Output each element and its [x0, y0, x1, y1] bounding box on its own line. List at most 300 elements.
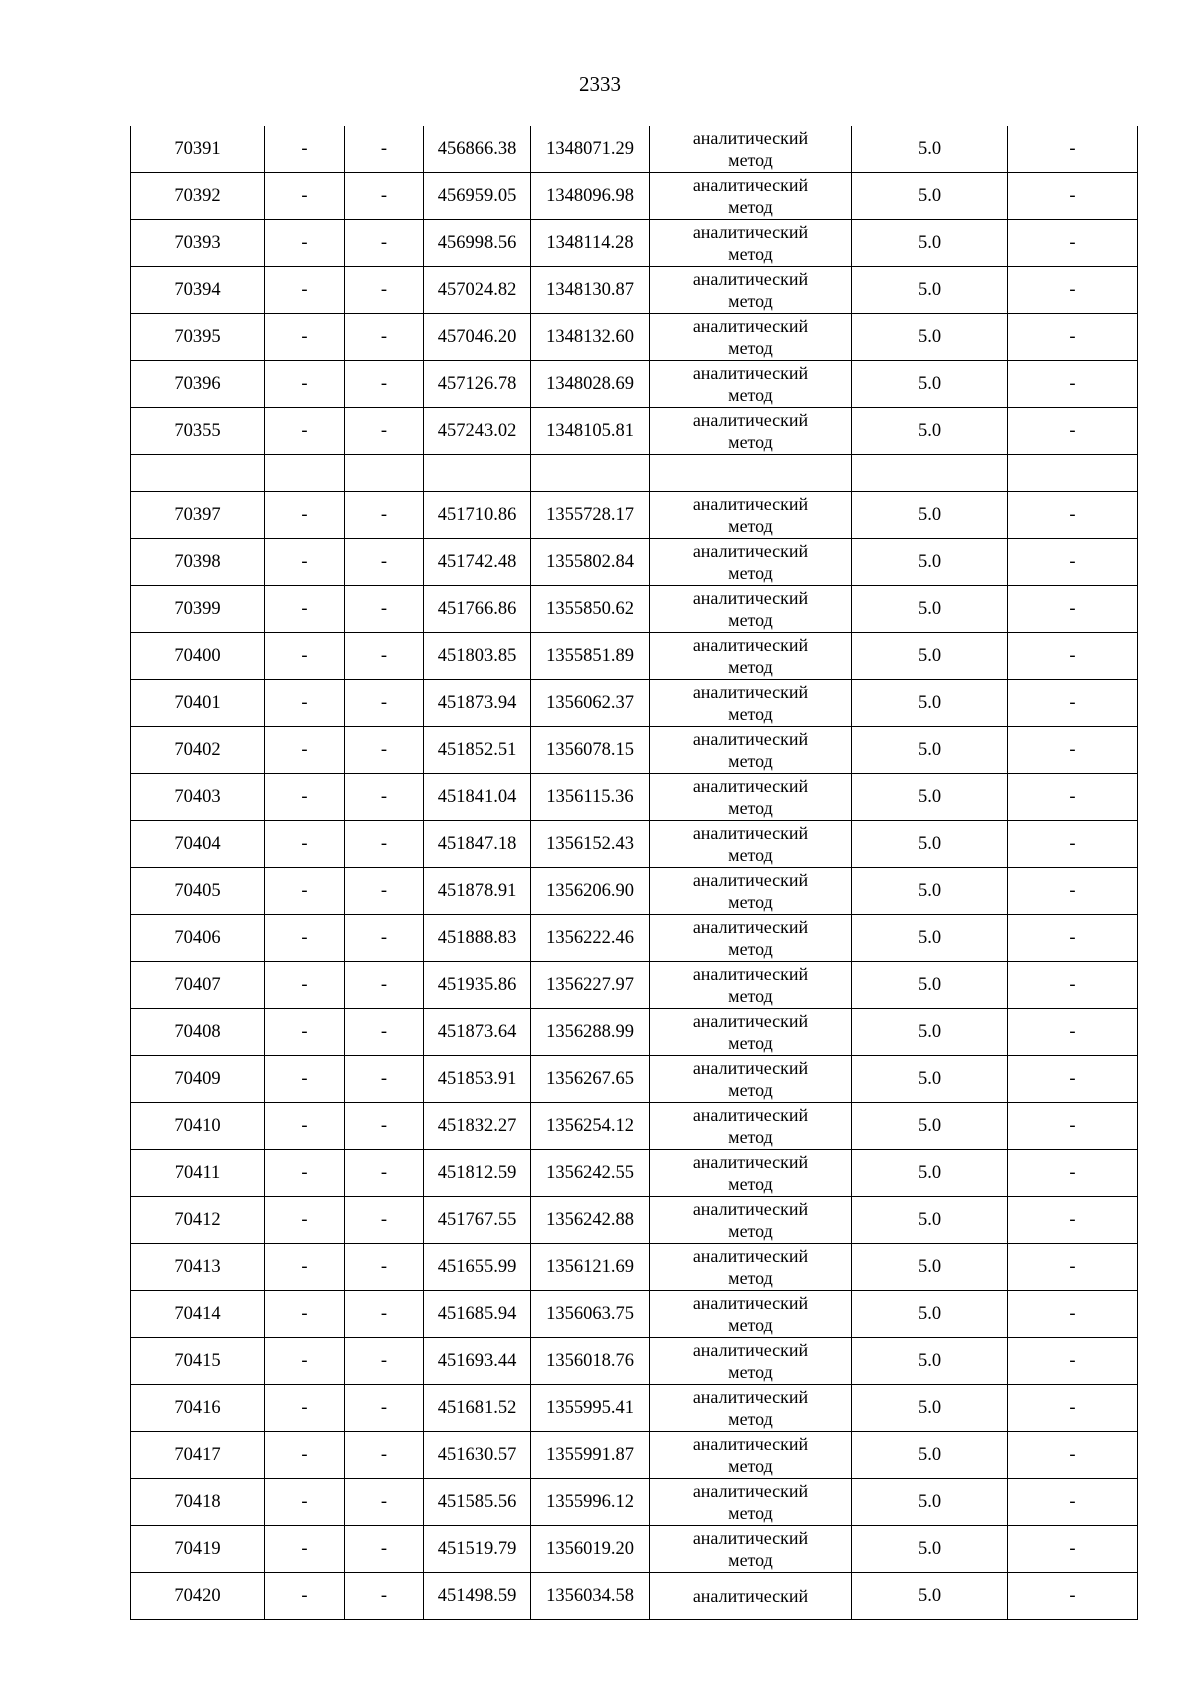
- col2-cell: -: [265, 1197, 345, 1244]
- accuracy-cell: 5.0: [852, 633, 1008, 680]
- table-row: [131, 1056, 1138, 1103]
- note-cell: -: [1008, 915, 1138, 962]
- x-coordinate-cell: 451847.18: [424, 821, 531, 868]
- accuracy-cell: 5.0: [852, 774, 1008, 821]
- col3-cell: -: [345, 1573, 424, 1620]
- accuracy-cell: 5.0: [852, 1056, 1008, 1103]
- col3-cell: -: [345, 774, 424, 821]
- note-cell: -: [1008, 314, 1138, 361]
- x-coordinate-cell: 451519.79: [424, 1526, 531, 1573]
- note-cell: -: [1008, 727, 1138, 774]
- table-row: [131, 1573, 1138, 1620]
- method-line-2: метод: [728, 1315, 773, 1335]
- method-line-1: аналитический: [692, 1293, 809, 1313]
- point-id-cell: 70410: [131, 1103, 265, 1150]
- accuracy-cell: 5.0: [852, 1244, 1008, 1291]
- accuracy-cell: 5.0: [852, 868, 1008, 915]
- method-line-2: метод: [728, 798, 773, 818]
- method-line-2: метод: [728, 1503, 773, 1523]
- point-id-cell: 70405: [131, 868, 265, 915]
- col3-cell: -: [345, 492, 424, 539]
- table-separator-row: [131, 455, 1138, 492]
- method-cell: [650, 774, 852, 821]
- col2-cell: -: [265, 774, 345, 821]
- method-cell: [650, 962, 852, 1009]
- method-line-2: метод: [728, 1127, 773, 1147]
- accuracy-cell: 5.0: [852, 1573, 1008, 1620]
- method-cell: [650, 1150, 852, 1197]
- table-row: [131, 586, 1138, 633]
- method-cell: [650, 1197, 852, 1244]
- x-coordinate-cell: 451681.52: [424, 1385, 531, 1432]
- method-line-1: аналитический: [692, 1152, 809, 1172]
- col3-cell: -: [345, 126, 424, 173]
- x-coordinate-cell: 451585.56: [424, 1479, 531, 1526]
- method-line-2: метод: [728, 1268, 773, 1288]
- method-line-1: аналитический: [692, 917, 809, 937]
- accuracy-cell: 5.0: [852, 1526, 1008, 1573]
- note-cell: -: [1008, 173, 1138, 220]
- col2-cell: -: [265, 173, 345, 220]
- col2-cell: -: [265, 361, 345, 408]
- method-line-1: аналитический: [692, 175, 809, 195]
- accuracy-cell: 5.0: [852, 1150, 1008, 1197]
- method-line-1: аналитический: [692, 588, 809, 608]
- table-row: [131, 1009, 1138, 1056]
- x-coordinate-cell: 451888.83: [424, 915, 531, 962]
- method-line-2: метод: [728, 610, 773, 630]
- note-cell: -: [1008, 361, 1138, 408]
- x-coordinate-cell: 456998.56: [424, 220, 531, 267]
- y-coordinate-cell: 1355851.89: [531, 633, 650, 680]
- y-coordinate-cell: 1348096.98: [531, 173, 650, 220]
- method-line-1: аналитический: [692, 870, 809, 890]
- empty-cell: [424, 455, 531, 492]
- method-line-2: метод: [728, 1174, 773, 1194]
- point-id-cell: 70416: [131, 1385, 265, 1432]
- method-line-1: аналитический: [692, 541, 809, 561]
- note-cell: -: [1008, 1103, 1138, 1150]
- table-row: [131, 868, 1138, 915]
- method-line-2: метод: [728, 563, 773, 583]
- method-cell: [650, 1526, 852, 1573]
- col2-cell: -: [265, 633, 345, 680]
- table-row: [131, 126, 1138, 173]
- method-cell: [650, 1291, 852, 1338]
- method-line-2: метод: [728, 1409, 773, 1429]
- accuracy-cell: 5.0: [852, 126, 1008, 173]
- method-cell: [650, 361, 852, 408]
- y-coordinate-cell: 1348130.87: [531, 267, 650, 314]
- y-coordinate-cell: 1356254.12: [531, 1103, 650, 1150]
- col2-cell: -: [265, 1573, 345, 1620]
- method-line-1: аналитический: [692, 1011, 809, 1031]
- note-cell: -: [1008, 1244, 1138, 1291]
- table-row: [131, 314, 1138, 361]
- method-cell: [650, 586, 852, 633]
- note-cell: -: [1008, 1526, 1138, 1573]
- point-id-cell: 70400: [131, 633, 265, 680]
- col3-cell: -: [345, 1291, 424, 1338]
- x-coordinate-cell: 451498.59: [424, 1573, 531, 1620]
- note-cell: -: [1008, 962, 1138, 1009]
- method-line-1: аналитический: [692, 269, 809, 289]
- method-line-2: метод: [728, 704, 773, 724]
- method-cell: [650, 1338, 852, 1385]
- note-cell: -: [1008, 492, 1138, 539]
- method-cell: [650, 821, 852, 868]
- method-cell: [650, 492, 852, 539]
- col3-cell: -: [345, 1150, 424, 1197]
- x-coordinate-cell: 451803.85: [424, 633, 531, 680]
- col3-cell: -: [345, 173, 424, 220]
- col3-cell: -: [345, 962, 424, 1009]
- point-id-cell: 70420: [131, 1573, 265, 1620]
- method-line-1: аналитический: [692, 363, 809, 383]
- col3-cell: -: [345, 1056, 424, 1103]
- table-row: [131, 774, 1138, 821]
- method-line-1: аналитический: [692, 682, 809, 702]
- note-cell: -: [1008, 1338, 1138, 1385]
- col2-cell: -: [265, 1150, 345, 1197]
- y-coordinate-cell: 1356227.97: [531, 962, 650, 1009]
- method-line-1: аналитический: [692, 635, 809, 655]
- col2-cell: -: [265, 680, 345, 727]
- accuracy-cell: 5.0: [852, 962, 1008, 1009]
- x-coordinate-cell: 451841.04: [424, 774, 531, 821]
- col2-cell: -: [265, 1056, 345, 1103]
- accuracy-cell: 5.0: [852, 539, 1008, 586]
- note-cell: -: [1008, 1056, 1138, 1103]
- col3-cell: -: [345, 727, 424, 774]
- method-cell: [650, 126, 852, 173]
- method-line-2: метод: [728, 338, 773, 358]
- note-cell: -: [1008, 1197, 1138, 1244]
- y-coordinate-cell: 1356115.36: [531, 774, 650, 821]
- point-id-cell: 70403: [131, 774, 265, 821]
- y-coordinate-cell: 1356152.43: [531, 821, 650, 868]
- method-line-1: аналитический: [692, 1058, 809, 1078]
- x-coordinate-cell: 451742.48: [424, 539, 531, 586]
- point-id-cell: 70413: [131, 1244, 265, 1291]
- x-coordinate-cell: 451935.86: [424, 962, 531, 1009]
- x-coordinate-cell: 451853.91: [424, 1056, 531, 1103]
- method-line-1: аналитический: [692, 316, 809, 336]
- method-line-1: аналитический: [692, 1434, 809, 1454]
- accuracy-cell: 5.0: [852, 1385, 1008, 1432]
- method-line-2: метод: [728, 516, 773, 536]
- y-coordinate-cell: 1355802.84: [531, 539, 650, 586]
- table-row: [131, 267, 1138, 314]
- method-line-1: аналитический: [692, 410, 809, 430]
- col3-cell: -: [345, 1479, 424, 1526]
- col2-cell: -: [265, 1291, 345, 1338]
- table-row: [131, 220, 1138, 267]
- col2-cell: -: [265, 220, 345, 267]
- point-id-cell: 70406: [131, 915, 265, 962]
- y-coordinate-cell: 1348132.60: [531, 314, 650, 361]
- col2-cell: -: [265, 1244, 345, 1291]
- note-cell: -: [1008, 220, 1138, 267]
- empty-cell: [531, 455, 650, 492]
- note-cell: -: [1008, 126, 1138, 173]
- col3-cell: -: [345, 821, 424, 868]
- x-coordinate-cell: 451710.86: [424, 492, 531, 539]
- method-line-2: метод: [728, 986, 773, 1006]
- col2-cell: -: [265, 1009, 345, 1056]
- method-line-1: аналитический: [692, 823, 809, 843]
- point-id-cell: 70417: [131, 1432, 265, 1479]
- table-row: [131, 1385, 1138, 1432]
- method-line-2: метод: [728, 939, 773, 959]
- col2-cell: -: [265, 1385, 345, 1432]
- col2-cell: -: [265, 267, 345, 314]
- note-cell: -: [1008, 1150, 1138, 1197]
- coordinates-table: [130, 126, 1138, 1620]
- accuracy-cell: 5.0: [852, 267, 1008, 314]
- note-cell: -: [1008, 1385, 1138, 1432]
- col2-cell: -: [265, 314, 345, 361]
- method-line-1: аналитический: [692, 1246, 809, 1266]
- point-id-cell: 70414: [131, 1291, 265, 1338]
- accuracy-cell: 5.0: [852, 220, 1008, 267]
- table-row: [131, 408, 1138, 455]
- point-id-cell: 70412: [131, 1197, 265, 1244]
- accuracy-cell: 5.0: [852, 1103, 1008, 1150]
- y-coordinate-cell: 1356063.75: [531, 1291, 650, 1338]
- x-coordinate-cell: 451832.27: [424, 1103, 531, 1150]
- method-cell: [650, 1385, 852, 1432]
- point-id-cell: 70397: [131, 492, 265, 539]
- method-line-1: аналитический: [692, 1340, 809, 1360]
- table-row: [131, 962, 1138, 1009]
- col2-cell: -: [265, 962, 345, 1009]
- table-row: [131, 173, 1138, 220]
- col3-cell: -: [345, 267, 424, 314]
- method-line-1: аналитический: [692, 729, 809, 749]
- y-coordinate-cell: 1355728.17: [531, 492, 650, 539]
- col3-cell: -: [345, 1009, 424, 1056]
- method-cell: [650, 1432, 852, 1479]
- accuracy-cell: 5.0: [852, 1338, 1008, 1385]
- x-coordinate-cell: 451630.57: [424, 1432, 531, 1479]
- method-line-2: метод: [728, 1362, 773, 1382]
- y-coordinate-cell: 1356206.90: [531, 868, 650, 915]
- col2-cell: -: [265, 1103, 345, 1150]
- col3-cell: -: [345, 1103, 424, 1150]
- point-id-cell: 70415: [131, 1338, 265, 1385]
- accuracy-cell: 5.0: [852, 727, 1008, 774]
- method-cell: [650, 1244, 852, 1291]
- col3-cell: -: [345, 1526, 424, 1573]
- col2-cell: -: [265, 1338, 345, 1385]
- point-id-cell: 70418: [131, 1479, 265, 1526]
- accuracy-cell: 5.0: [852, 1197, 1008, 1244]
- col3-cell: -: [345, 868, 424, 915]
- method-cell: [650, 267, 852, 314]
- y-coordinate-cell: 1356242.88: [531, 1197, 650, 1244]
- table-row: [131, 1150, 1138, 1197]
- method-line-2: метод: [728, 197, 773, 217]
- method-line-1: аналитический: [692, 1586, 809, 1606]
- x-coordinate-cell: 451873.94: [424, 680, 531, 727]
- method-line-1: аналитический: [692, 1481, 809, 1501]
- accuracy-cell: 5.0: [852, 314, 1008, 361]
- point-id-cell: 70402: [131, 727, 265, 774]
- method-line-1: аналитический: [692, 964, 809, 984]
- x-coordinate-cell: 457046.20: [424, 314, 531, 361]
- method-line-1: аналитический: [692, 1105, 809, 1125]
- y-coordinate-cell: 1348105.81: [531, 408, 650, 455]
- y-coordinate-cell: 1356062.37: [531, 680, 650, 727]
- col2-cell: -: [265, 492, 345, 539]
- x-coordinate-cell: 451655.99: [424, 1244, 531, 1291]
- y-coordinate-cell: 1356267.65: [531, 1056, 650, 1103]
- y-coordinate-cell: 1356288.99: [531, 1009, 650, 1056]
- accuracy-cell: 5.0: [852, 586, 1008, 633]
- y-coordinate-cell: 1355996.12: [531, 1479, 650, 1526]
- table-row: [131, 821, 1138, 868]
- coordinates-table-body: [131, 126, 1138, 1620]
- col2-cell: -: [265, 915, 345, 962]
- method-cell: [650, 868, 852, 915]
- method-line-2: метод: [728, 432, 773, 452]
- col2-cell: -: [265, 727, 345, 774]
- y-coordinate-cell: 1348071.29: [531, 126, 650, 173]
- x-coordinate-cell: 456866.38: [424, 126, 531, 173]
- note-cell: -: [1008, 680, 1138, 727]
- accuracy-cell: 5.0: [852, 1291, 1008, 1338]
- note-cell: -: [1008, 868, 1138, 915]
- method-line-2: метод: [728, 150, 773, 170]
- x-coordinate-cell: 451693.44: [424, 1338, 531, 1385]
- method-line-2: метод: [728, 385, 773, 405]
- table-row: [131, 492, 1138, 539]
- method-cell: [650, 1103, 852, 1150]
- x-coordinate-cell: 457024.82: [424, 267, 531, 314]
- method-cell: [650, 408, 852, 455]
- point-id-cell: 70419: [131, 1526, 265, 1573]
- method-line-2: метод: [728, 291, 773, 311]
- point-id-cell: 70393: [131, 220, 265, 267]
- x-coordinate-cell: 451852.51: [424, 727, 531, 774]
- method-cell: [650, 727, 852, 774]
- accuracy-cell: 5.0: [852, 680, 1008, 727]
- y-coordinate-cell: 1348028.69: [531, 361, 650, 408]
- method-cell: [650, 680, 852, 727]
- method-line-1: аналитический: [692, 776, 809, 796]
- method-cell: [650, 1009, 852, 1056]
- point-id-cell: 70395: [131, 314, 265, 361]
- method-cell: [650, 173, 852, 220]
- note-cell: -: [1008, 633, 1138, 680]
- method-cell: [650, 1573, 852, 1620]
- col3-cell: -: [345, 633, 424, 680]
- point-id-cell: 70401: [131, 680, 265, 727]
- col2-cell: -: [265, 1479, 345, 1526]
- method-line-2: метод: [728, 751, 773, 771]
- table-row: [131, 633, 1138, 680]
- note-cell: -: [1008, 408, 1138, 455]
- x-coordinate-cell: 457126.78: [424, 361, 531, 408]
- col3-cell: -: [345, 680, 424, 727]
- table-row: [131, 1244, 1138, 1291]
- method-line-2: метод: [728, 1550, 773, 1570]
- point-id-cell: 70404: [131, 821, 265, 868]
- y-coordinate-cell: 1348114.28: [531, 220, 650, 267]
- accuracy-cell: 5.0: [852, 492, 1008, 539]
- col3-cell: -: [345, 314, 424, 361]
- table-row: [131, 1526, 1138, 1573]
- col2-cell: -: [265, 868, 345, 915]
- x-coordinate-cell: 451766.86: [424, 586, 531, 633]
- x-coordinate-cell: 457243.02: [424, 408, 531, 455]
- table-row: [131, 1103, 1138, 1150]
- table-row: [131, 1291, 1138, 1338]
- x-coordinate-cell: 451878.91: [424, 868, 531, 915]
- note-cell: -: [1008, 1573, 1138, 1620]
- point-id-cell: 70399: [131, 586, 265, 633]
- note-cell: -: [1008, 774, 1138, 821]
- method-cell: [650, 1056, 852, 1103]
- col3-cell: -: [345, 915, 424, 962]
- table-row: [131, 361, 1138, 408]
- col3-cell: -: [345, 1385, 424, 1432]
- method-line-1: аналитический: [692, 1387, 809, 1407]
- empty-cell: [345, 455, 424, 492]
- col3-cell: -: [345, 1432, 424, 1479]
- point-id-cell: 70408: [131, 1009, 265, 1056]
- point-id-cell: 70396: [131, 361, 265, 408]
- table-row: [131, 680, 1138, 727]
- col3-cell: -: [345, 361, 424, 408]
- method-cell: [650, 633, 852, 680]
- col3-cell: -: [345, 1197, 424, 1244]
- col2-cell: -: [265, 1432, 345, 1479]
- empty-cell: [265, 455, 345, 492]
- y-coordinate-cell: 1355850.62: [531, 586, 650, 633]
- method-line-2: метод: [728, 845, 773, 865]
- col2-cell: -: [265, 408, 345, 455]
- note-cell: -: [1008, 586, 1138, 633]
- empty-cell: [852, 455, 1008, 492]
- col3-cell: -: [345, 539, 424, 586]
- col2-cell: -: [265, 539, 345, 586]
- method-line-1: аналитический: [692, 222, 809, 242]
- note-cell: -: [1008, 1291, 1138, 1338]
- x-coordinate-cell: 451767.55: [424, 1197, 531, 1244]
- method-line-2: метод: [728, 244, 773, 264]
- x-coordinate-cell: 456959.05: [424, 173, 531, 220]
- table-row: [131, 727, 1138, 774]
- accuracy-cell: 5.0: [852, 821, 1008, 868]
- table-row: [131, 1197, 1138, 1244]
- col3-cell: -: [345, 1244, 424, 1291]
- y-coordinate-cell: 1356242.55: [531, 1150, 650, 1197]
- accuracy-cell: 5.0: [852, 1009, 1008, 1056]
- col3-cell: -: [345, 586, 424, 633]
- point-id-cell: 70398: [131, 539, 265, 586]
- method-line-1: аналитический: [692, 494, 809, 514]
- note-cell: -: [1008, 267, 1138, 314]
- method-cell: [650, 915, 852, 962]
- page-number: 2333: [579, 72, 621, 96]
- method-line-2: метод: [728, 1080, 773, 1100]
- empty-cell: [1008, 455, 1138, 492]
- point-id-cell: 70411: [131, 1150, 265, 1197]
- note-cell: -: [1008, 1479, 1138, 1526]
- y-coordinate-cell: 1355991.87: [531, 1432, 650, 1479]
